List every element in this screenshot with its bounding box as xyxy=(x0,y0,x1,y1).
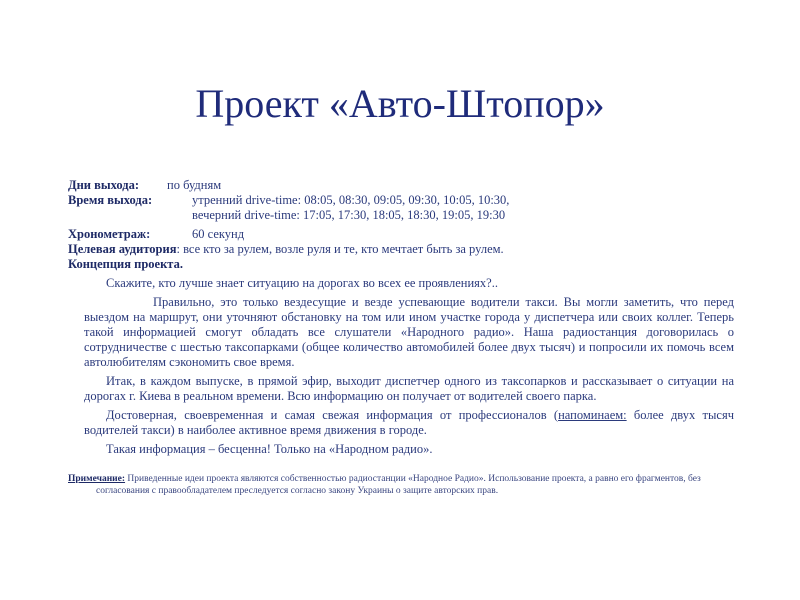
paragraph-priceless: Такая информация – бесценна! Только на «Народном радио». xyxy=(106,442,433,456)
time-morning: утренний drive-time: 08:05, 08:30, 09:05, 09:30, 10:05, 10:30, xyxy=(192,193,510,207)
time-label: Время выхода: xyxy=(68,193,153,207)
concept-label: Концепция проекта. xyxy=(68,257,183,271)
audience-label: Целевая аудитория xyxy=(68,242,177,256)
chrono-row xyxy=(68,227,734,242)
note-text: Приведенные идеи проекта являются собственностью радиостанции «Народное Радио». Использование проекта, а равно его фрагментов, без согласования с правообладателем преследуется согласно закону Украины о защите авторских прав. xyxy=(96,474,701,496)
chrono-label-wrap xyxy=(68,227,192,242)
paragraph-question: Скажите, кто лучше знает ситуацию на дорогах во всех ее проявлениях?.. xyxy=(106,276,498,290)
days-row xyxy=(68,178,734,193)
concept-row xyxy=(68,257,734,272)
audience-row xyxy=(68,242,734,257)
chrono-value: 60 секунд xyxy=(192,227,245,241)
paragraph-taxi: Правильно, это только вездесущие и везде успевающие водители такси. Вы могли заметить, что перед выездом на маршрут, они уточняют обстановку на том или ином участке города у диспетчера или своих коллег. Теперь такой информацией смогут обладать все слушатели «Народного радио». Наша радиостанция договорилась о сотрудничестве с шестью таксопарками (общее количество автомобилей более двух тысяч) и попросили их помочь всем автолюбителям сэкономить свое время. xyxy=(84,295,734,369)
time-evening: вечерний drive-time: 17:05, 17:30, 18:05, 18:30, 19:05, 19:30 xyxy=(192,208,506,222)
paragraph-dispatcher: Итак, в каждом выпуске, в прямой эфир, выходит диспетчер одного из таксопарков и рассказывает о ситуации на дорогах г. Киева в реальном времени. Всю информацию он получает от водителей своего парка. xyxy=(84,374,734,403)
time-row xyxy=(68,193,734,208)
p4-start: Достоверная, своевременная и самая свежая информация от профессионалов ( xyxy=(106,408,559,422)
copyright-note xyxy=(68,473,734,497)
p4-reminder: напоминаем: xyxy=(558,408,627,422)
days-value: по будням xyxy=(167,178,222,192)
chrono-label: Хронометраж xyxy=(68,227,147,241)
slide-title: Проект «Авто-Штопор» xyxy=(195,81,605,126)
days-label: Дни выхода: xyxy=(68,178,140,192)
time-evening-row xyxy=(68,208,734,223)
note-label: Примечание: xyxy=(68,474,126,484)
audience-value: : все кто за рулем, возле руля и те, кто мечтает быть за рулем. xyxy=(176,242,504,256)
chrono-colon: : xyxy=(146,227,151,241)
paragraph-reliable xyxy=(68,408,734,438)
p4-end: более двух тысяч водителей такси) в наиболее активное время движения в городе. xyxy=(84,408,734,437)
project-description xyxy=(68,178,734,497)
